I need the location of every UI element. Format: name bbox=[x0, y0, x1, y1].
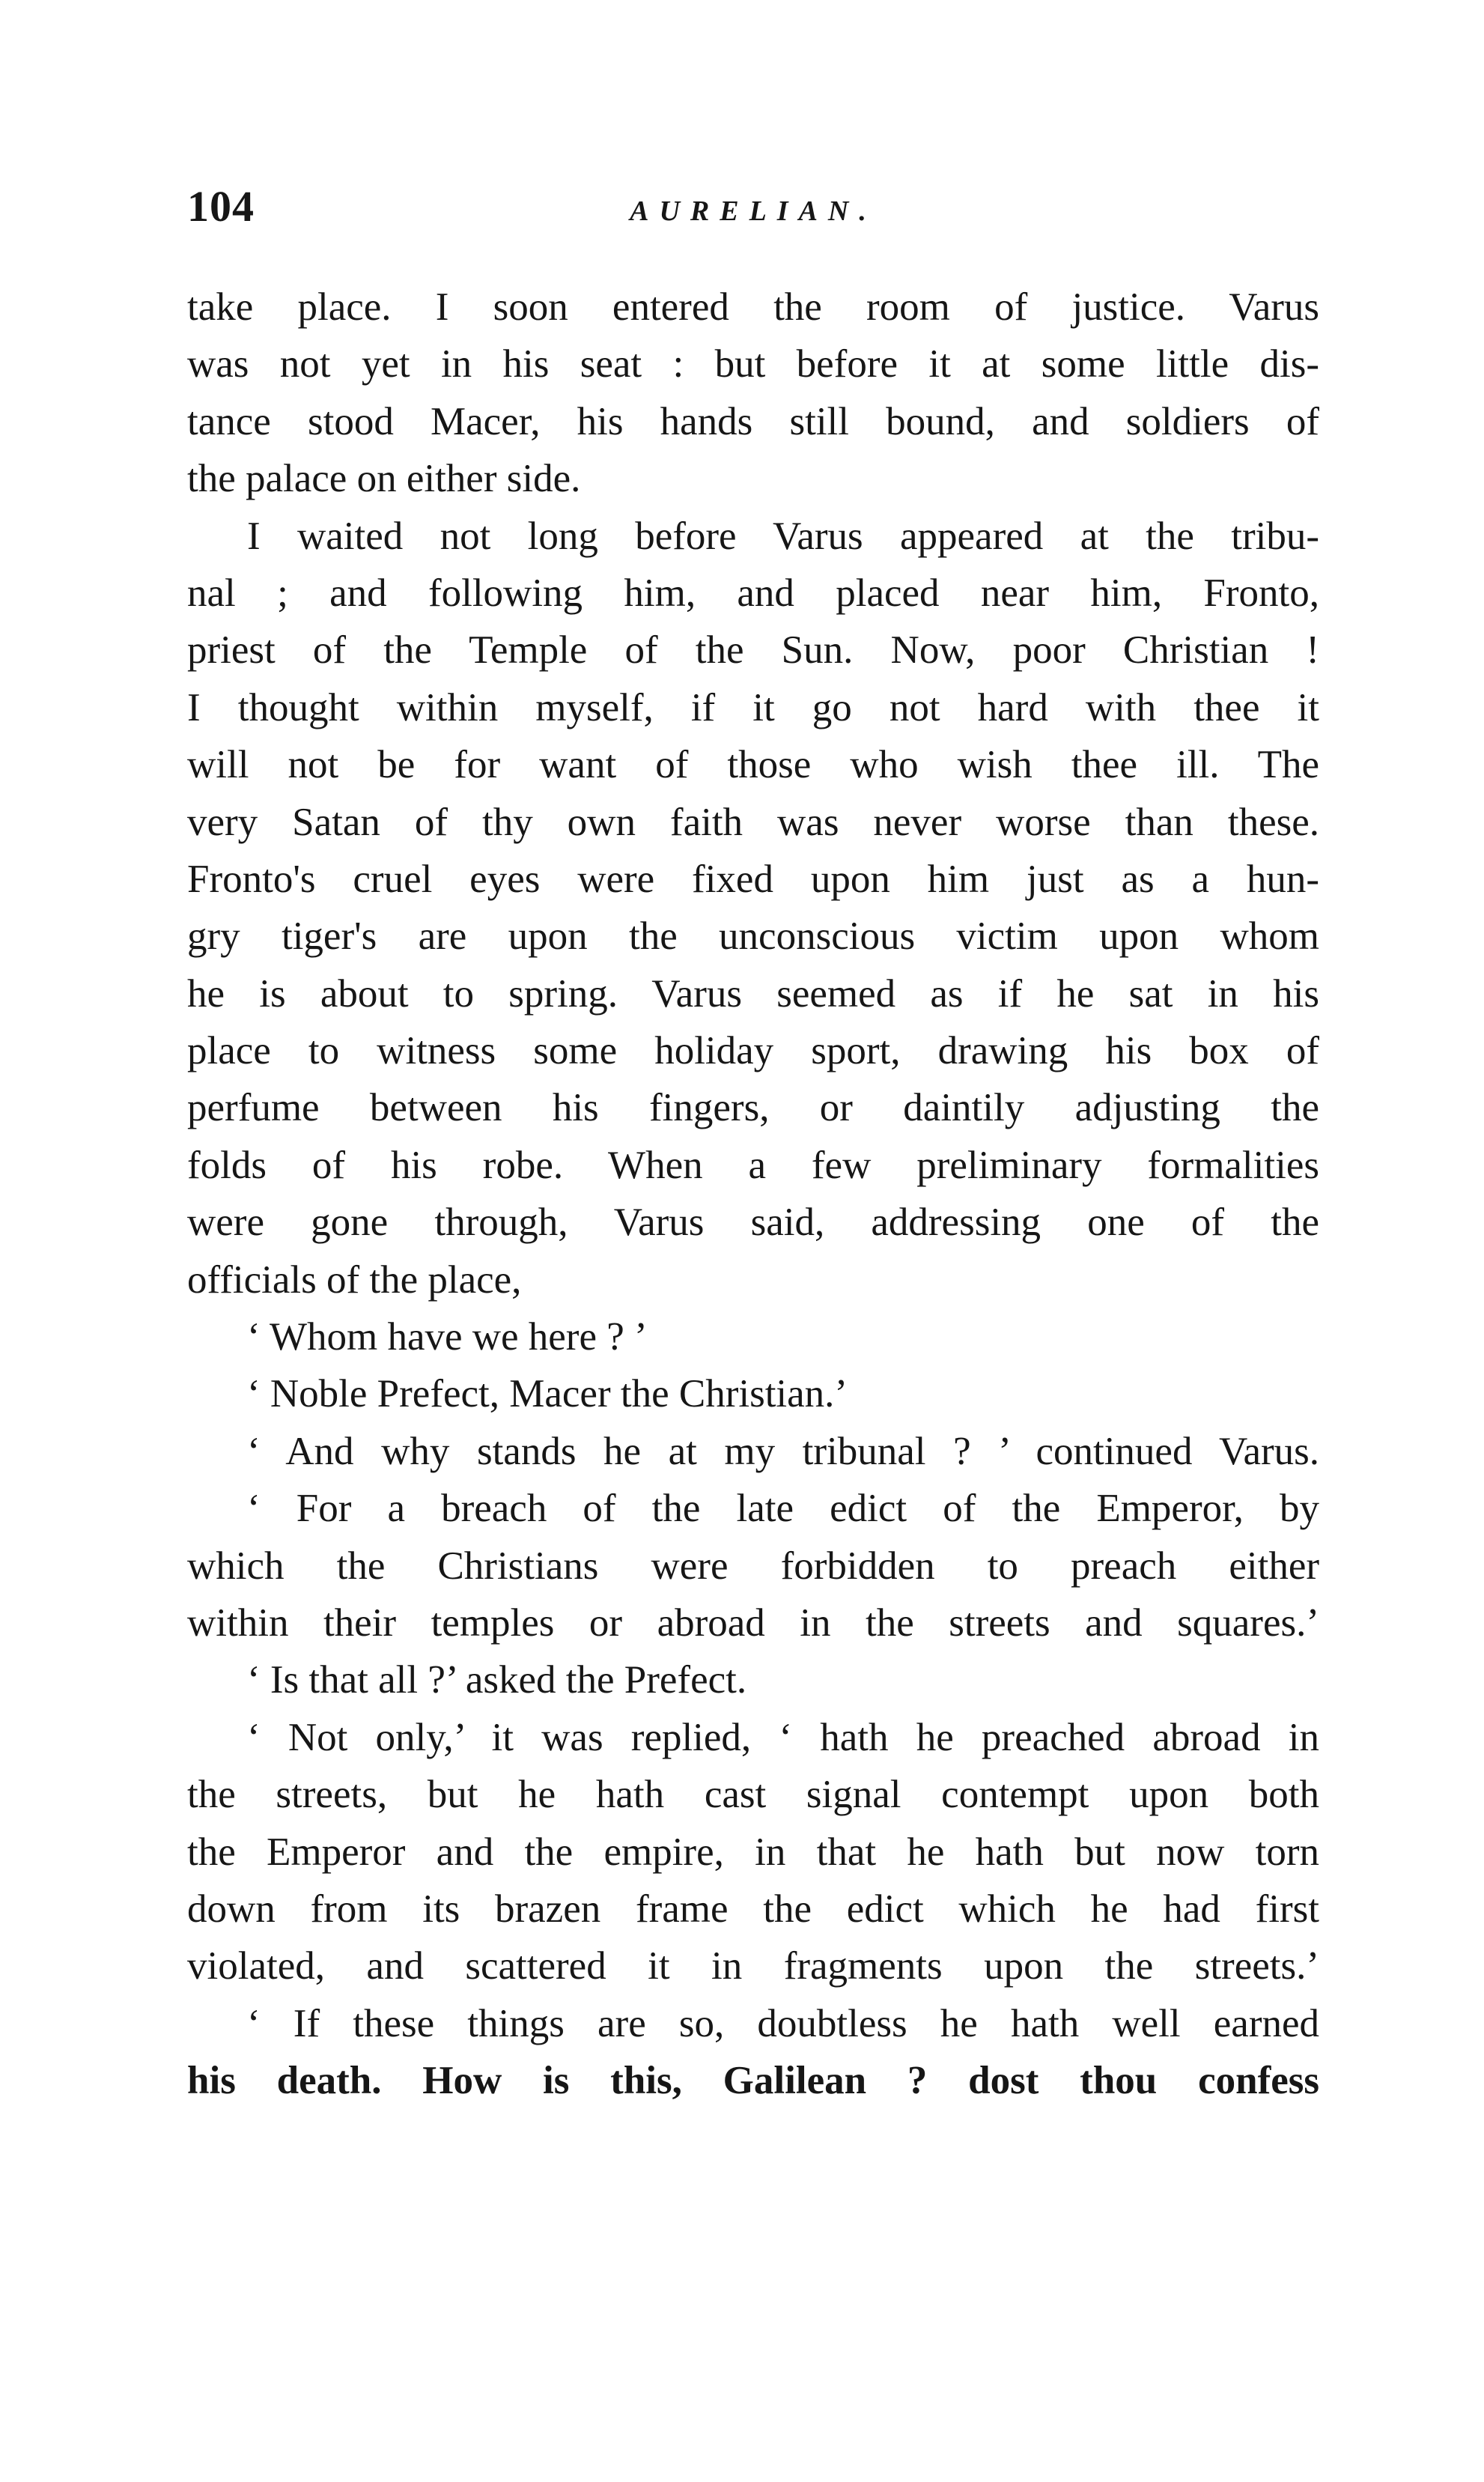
text-line: ‘ For a breach of the late edict of the Emperor, by bbox=[247, 1487, 1319, 1531]
text-line: officials of the place, bbox=[187, 1257, 522, 1302]
text-line: perfume between his fingers, or daintily adjusting the bbox=[187, 1086, 1319, 1130]
text-line: Fronto's cruel eyes were fixed upon him just as a hun- bbox=[187, 857, 1319, 901]
text-line: were gone through, Varus said, addressing one of the bbox=[187, 1201, 1319, 1245]
text-line: very Satan of thy own faith was never worse than these. bbox=[187, 800, 1319, 844]
text-line: within their temples or abroad in the streets and squares.’ bbox=[187, 1600, 1319, 1645]
text-line: ‘ Is that all ?’ asked the Prefect. bbox=[247, 1658, 747, 1702]
text-line: ‘ Noble Prefect, Macer the Christian.’ bbox=[247, 1372, 848, 1416]
text-line: ‘ And why stands he at my tribunal ? ’ continued Varus. bbox=[247, 1429, 1319, 1473]
text-line: ‘ Whom have we here ? ’ bbox=[247, 1315, 648, 1359]
text-line: folds of his robe. When a few preliminary formalities bbox=[187, 1143, 1319, 1187]
text-line: gry tiger's are upon the unconscious victim upon whom bbox=[187, 914, 1319, 959]
text-line: the streets, but he hath cast signal contempt upon both bbox=[187, 1773, 1319, 1817]
body-text bbox=[187, 279, 1319, 2110]
text-line: I waited not long before Varus appeared at the tribu- bbox=[247, 514, 1319, 558]
text-line: take place. I soon entered the room of justice. Varus bbox=[187, 285, 1319, 329]
text-line: place to witness some holiday sport, drawing his box of bbox=[187, 1029, 1319, 1073]
text-line: his death. How is this, Galilean ? dost thou confess bbox=[187, 2059, 1319, 2103]
text-line: ‘ If these things are so, doubtless he hath well earned bbox=[247, 2001, 1319, 2045]
text-line: tance stood Macer, his hands still bound, and soldiers of bbox=[187, 399, 1319, 443]
page-header bbox=[187, 177, 1319, 237]
text-line: I thought within myself, if it go not hard with thee it bbox=[187, 685, 1319, 729]
text-line: nal ; and following him, and placed near him, Fronto, bbox=[187, 571, 1319, 615]
text-line: the palace on either side. bbox=[187, 457, 581, 501]
text-line: which the Christians were forbidden to preach either bbox=[187, 1544, 1319, 1588]
running-title: AURELIAN. bbox=[630, 195, 877, 227]
text-line: violated, and scattered it in fragments upon the streets.’ bbox=[187, 1944, 1319, 1988]
text-line: will not be for want of those who wish thee ill. The bbox=[187, 743, 1319, 787]
text-line: was not yet in his seat : but before it at some little dis- bbox=[187, 342, 1319, 386]
text-line: ‘ Not only,’ it was replied, ‘ hath he preached abroad in bbox=[247, 1715, 1319, 1759]
page-number: 104 bbox=[187, 182, 255, 231]
text-line: priest of the Temple of the Sun. Now, poor Christian ! bbox=[187, 628, 1319, 673]
text-line: the Emperor and the empire, in that he hath but now torn bbox=[187, 1830, 1319, 1874]
text-line: down from its brazen frame the edict which he had first bbox=[187, 1887, 1319, 1931]
text-line: he is about to spring. Varus seemed as if he sat in his bbox=[187, 971, 1319, 1016]
